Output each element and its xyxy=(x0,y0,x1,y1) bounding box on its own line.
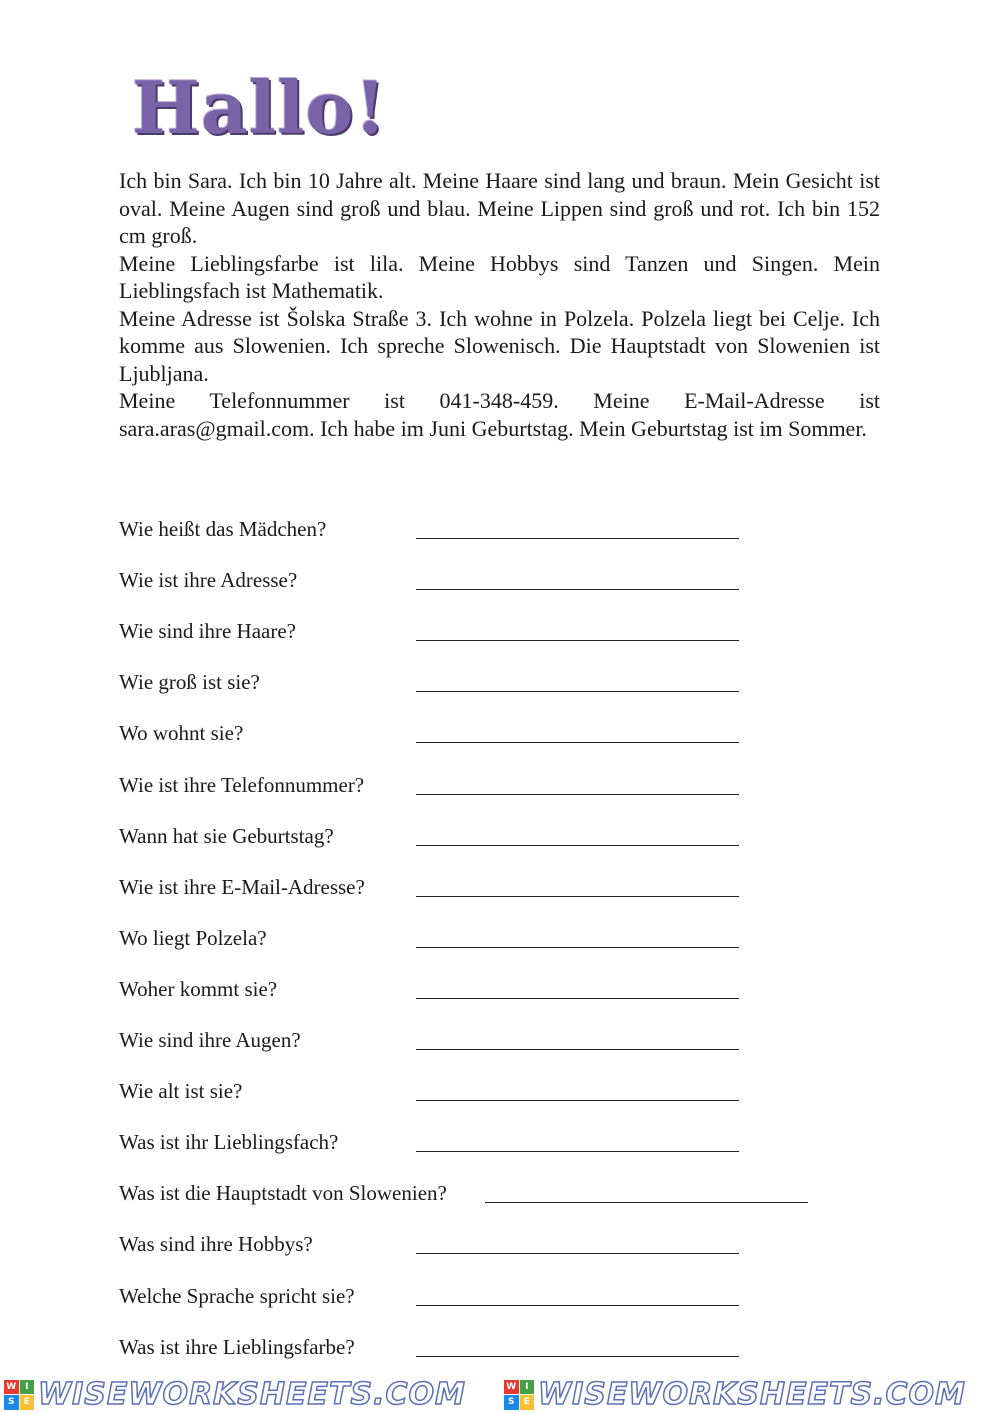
answer-line[interactable] xyxy=(416,998,739,999)
question-label: Wie alt ist sie? xyxy=(119,1079,243,1104)
worksheet-title: Hallo! xyxy=(132,65,388,150)
question-label: Wie ist ihre E-Mail-Adresse? xyxy=(119,874,365,899)
question-label: Wo wohnt sie? xyxy=(119,721,244,746)
question-label: Was ist ihr Lieblingsfach? xyxy=(119,1130,339,1155)
answer-line[interactable] xyxy=(416,896,739,897)
answer-line[interactable] xyxy=(416,947,739,948)
logo-tile: W xyxy=(504,1380,519,1395)
question-label: Woher kommt sie? xyxy=(119,976,278,1001)
question-label: Was ist die Hauptstadt von Slowenien? xyxy=(119,1181,447,1206)
answer-line[interactable] xyxy=(416,742,739,743)
answer-line[interactable] xyxy=(416,845,739,846)
answer-line[interactable] xyxy=(416,589,739,590)
story-text xyxy=(119,167,880,442)
answer-line[interactable] xyxy=(416,1049,739,1050)
question-row xyxy=(119,1025,879,1055)
question-row xyxy=(119,1127,879,1157)
question-label: Wie heißt das Mädchen? xyxy=(119,517,327,541)
question-label: Wie groß ist sie? xyxy=(119,670,260,695)
question-row xyxy=(119,974,879,1004)
question-row xyxy=(119,1281,879,1311)
question-label: Wie ist ihre Telefonnummer? xyxy=(119,772,365,797)
question-label: Wie sind ihre Augen? xyxy=(119,1028,301,1052)
brand-name: WISEWORKSHEETS.COM xyxy=(538,1377,966,1412)
answer-line[interactable] xyxy=(416,640,739,641)
answer-line[interactable] xyxy=(416,1253,739,1254)
question-row xyxy=(119,872,879,902)
question-row xyxy=(119,1076,879,1106)
answer-line[interactable] xyxy=(416,1151,739,1152)
answer-line[interactable] xyxy=(416,1100,739,1101)
logo-tile: E xyxy=(20,1395,35,1410)
question-row xyxy=(119,565,879,595)
question-row xyxy=(119,923,879,953)
brand-logo-icon xyxy=(4,1380,34,1410)
logo-tile: I xyxy=(520,1380,535,1395)
logo-tile: S xyxy=(4,1395,19,1410)
logo-tile: E xyxy=(520,1395,535,1410)
question-row xyxy=(119,770,879,800)
answer-line[interactable] xyxy=(416,1305,739,1306)
answer-line[interactable] xyxy=(485,1202,808,1203)
brand-logo-icon xyxy=(504,1380,534,1410)
question-label: Was sind ihre Hobbys? xyxy=(119,1232,313,1257)
answer-line[interactable] xyxy=(416,794,739,795)
question-label: Was ist ihre Lieblingsfarbe? xyxy=(119,1334,355,1359)
question-label: Welche Sprache spricht sie? xyxy=(119,1283,355,1308)
logo-tile: W xyxy=(4,1380,19,1395)
question-row xyxy=(119,718,879,748)
brand-logo xyxy=(4,1376,466,1413)
answer-line[interactable] xyxy=(416,538,739,539)
brand-logo xyxy=(504,1376,966,1413)
logo-tile: I xyxy=(20,1380,35,1395)
question-label: Wann hat sie Geburtstag? xyxy=(119,823,334,848)
question-label: Wie sind ihre Haare? xyxy=(119,619,296,644)
answer-line[interactable] xyxy=(416,691,739,692)
question-row xyxy=(119,616,879,646)
story-paragraph: Ich bin Sara. Ich bin 10 Jahre alt. Meine Haare sind lang und braun. Mein Gesicht ist oval. Meine Augen sind groß und blau. Meine Lippen sind groß und rot. Ich bin 152 cm groß. xyxy=(119,168,880,248)
question-row xyxy=(119,821,879,851)
story-paragraph: Meine Adresse ist Šolska Straße 3. Ich wohne in Polzela. Polzela liegt bei Celje. Ich komme aus Slowenien. Ich spreche Slowenisch. Die Hauptstadt von Slowenien ist Ljubljana. xyxy=(119,305,880,386)
story-paragraph: Meine Lieblingsfarbe ist lila. Meine Hobbys sind Tanzen und Singen. Mein Lieblingsfach ist Mathematik. xyxy=(119,250,880,303)
question-row xyxy=(119,1229,879,1259)
answer-line[interactable] xyxy=(416,1356,739,1357)
question-label: Wo liegt Polzela? xyxy=(119,925,267,950)
logo-tile: S xyxy=(504,1395,519,1410)
question-label: Wie ist ihre Adresse? xyxy=(119,568,298,593)
question-row xyxy=(119,1332,879,1362)
brand-name: WISEWORKSHEETS.COM xyxy=(38,1377,466,1412)
question-row xyxy=(119,667,879,697)
question-row xyxy=(119,514,879,544)
footer-branding xyxy=(0,1376,1000,1413)
story-paragraph: Meine Telefonnummer ist 041-348-459. Meine E-Mail-Adresse ist sara.aras@gmail.com. Ich habe im Juni Geburtstag. Mein Geburtstag ist im Sommer. xyxy=(119,388,880,441)
question-row xyxy=(119,1178,879,1208)
